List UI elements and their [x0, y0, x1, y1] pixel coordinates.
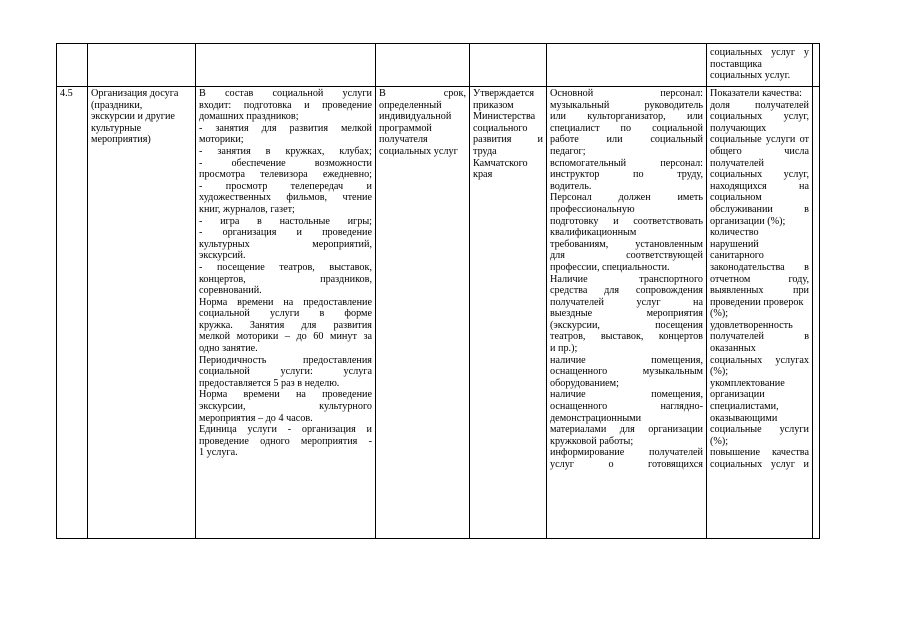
conditions-line: работе или социальный — [550, 134, 703, 146]
quality-line: (%); — [710, 366, 729, 378]
quality-line: находящихся на — [710, 180, 809, 192]
cell-number — [57, 87, 88, 539]
conditions-line: демонстрационными — [550, 412, 642, 424]
approval-line: Утверждается — [473, 88, 535, 99]
content-line: Норма времени на проведение — [199, 389, 372, 401]
conditions-line: Персонал должен иметь — [550, 192, 703, 204]
approval-line: края — [473, 169, 493, 181]
name-line: (праздники, — [91, 99, 143, 111]
approval-line: труда — [473, 145, 497, 157]
cell-conditions — [547, 87, 707, 539]
quality-line: обслуживании в — [710, 203, 809, 215]
quality-line: укомплектование — [710, 377, 785, 389]
term-line: индивидуальной — [379, 111, 452, 123]
quality-line: организации (%); — [710, 215, 786, 227]
conditions-line: средства для сопровождения — [550, 285, 703, 297]
quality-line: доля получателей — [710, 99, 809, 111]
quality-line: количество — [710, 227, 759, 239]
cell-conditions-prev — [547, 44, 707, 87]
conditions-line: водитель. — [550, 180, 592, 192]
conditions-line: подготовку и соответствовать — [550, 215, 703, 227]
content-line: экскурсий. — [199, 250, 246, 262]
approval-line: Камчатского — [473, 157, 528, 169]
content-line: домашних праздников; — [199, 111, 299, 123]
content-line: одно занятие. — [199, 343, 258, 355]
quality-line: проведении проверок — [710, 296, 804, 308]
content-line: культурных мероприятий, — [199, 238, 372, 250]
services-table — [56, 43, 820, 539]
approval-line: Министерства — [473, 111, 536, 123]
quality-line: отчетном году, — [710, 273, 809, 285]
table-row-previous — [57, 44, 820, 87]
quality-line: повышение качества — [710, 447, 809, 459]
quality-line: оказанных — [710, 343, 756, 355]
conditions-line: Основной персонал: — [550, 88, 703, 99]
content-line: - обеспечение возможности — [199, 157, 372, 169]
quality-line: социальных услугах — [710, 354, 809, 366]
cell-quality — [707, 87, 813, 539]
quality-line: оказывающими — [710, 412, 778, 424]
row-number: 4.5 — [60, 88, 73, 99]
quality-line: (%); — [710, 435, 729, 447]
conditions-line: наличие помещения, — [550, 389, 703, 401]
conditions-line: информирование получателей — [550, 447, 703, 459]
conditions-line: специалист по социальной — [550, 122, 703, 134]
conditions-line: профессии, специальности. — [550, 261, 670, 273]
cell-quality-prev — [707, 44, 813, 87]
conditions-line: выездные мероприятия — [550, 308, 703, 320]
quality-line: удовлетворенность — [710, 319, 793, 331]
cell-extra — [813, 87, 820, 539]
content-line: социальной услуги в форме — [199, 308, 372, 320]
content-line: социальной услуги: услуга — [199, 366, 372, 378]
content-line: концертов, праздников, — [199, 273, 372, 285]
conditions-line: (экскурсии, посещения — [550, 319, 703, 331]
approval-line: социального — [473, 122, 528, 134]
term-line: социальных услуг — [379, 145, 458, 157]
conditions-line: квалификационным — [550, 227, 637, 239]
conditions-line: требованиям, установленным — [550, 238, 703, 250]
quality-line: получателей — [710, 157, 765, 169]
content-line: проведение одного мероприятия - — [199, 435, 372, 447]
cell-approval-prev — [470, 44, 547, 87]
conditions-line: педагог; — [550, 145, 586, 157]
table-row-4-5 — [57, 87, 820, 539]
content-line: - занятия в кружках, клубах; — [199, 145, 372, 157]
quality-prev-line: социальных услуг у — [710, 47, 809, 58]
content-line: моторики; — [199, 134, 244, 146]
content-line: мероприятия – до 4 часов. — [199, 412, 313, 424]
approval-line: приказом — [473, 99, 514, 111]
quality-line: социальных услуг и — [710, 459, 809, 470]
cell-name — [88, 87, 196, 539]
content-line: - посещение театров, выставок, — [199, 261, 372, 273]
conditions-line: вспомогательный персонал: — [550, 157, 703, 169]
cell-number-prev — [57, 44, 88, 87]
approval-line: развития и — [473, 134, 543, 146]
quality-line: социальных услуг, — [710, 169, 809, 181]
content-line: - просмотр телепередач и — [199, 180, 372, 192]
quality-line: общего числа — [710, 145, 809, 157]
quality-line: получателей в — [710, 331, 809, 343]
conditions-line: оснащенного наглядно- — [550, 401, 703, 413]
content-line: предоставляется 5 раз в неделю. — [199, 377, 340, 389]
conditions-line: или культорганизатор, или — [550, 111, 703, 123]
content-line: Единица услуги - организация и — [199, 424, 372, 436]
content-line: соревнований. — [199, 285, 262, 297]
cell-extra-prev — [813, 44, 820, 87]
conditions-line: оснащенного музыкальным — [550, 366, 703, 378]
quality-line: социальные услуги — [710, 424, 809, 436]
conditions-line: для соответствующей — [550, 250, 703, 262]
cell-name-prev — [88, 44, 196, 87]
quality-line: санитарного — [710, 250, 764, 262]
content-line: В состав социальной услуги — [199, 88, 372, 99]
conditions-line: оборудованием; — [550, 377, 619, 389]
quality-line: Показатели качества: — [710, 88, 802, 99]
quality-line: социальных услуг, — [710, 111, 809, 123]
content-line: - занятия для развития мелкой — [199, 122, 372, 134]
quality-line: социальные услуги от — [710, 134, 809, 146]
quality-line: законодательства в — [710, 261, 809, 273]
content-line: книг, журналов, газет; — [199, 203, 295, 215]
quality-line: выявленных при — [710, 285, 809, 297]
term-line: В срок, — [379, 88, 466, 99]
conditions-line: Наличие транспортного — [550, 273, 703, 285]
content-line: - игра в настольные игры; — [199, 215, 372, 227]
content-line: 1 услуга. — [199, 447, 238, 459]
cell-content-prev — [196, 44, 376, 87]
term-line: определенный — [379, 99, 442, 111]
cell-term — [376, 87, 470, 539]
conditions-line: наличие помещения, — [550, 354, 703, 366]
content-line: входит: подготовка и проведение — [199, 99, 372, 111]
quality-prev-line: социальных услуг. — [710, 70, 791, 82]
quality-line: нарушений — [710, 238, 759, 250]
conditions-line: театров, выставок, концертов — [550, 331, 703, 343]
conditions-line: кружковой работы; — [550, 435, 634, 447]
quality-line: получающих — [710, 122, 767, 134]
name-line: мероприятия) — [91, 134, 151, 146]
content-line: мелкой моторики – до 60 минут за — [199, 331, 372, 343]
content-line: кружка. Занятия для развития — [199, 319, 372, 331]
quality-line: социальном — [710, 192, 762, 204]
term-line: программой — [379, 122, 432, 134]
conditions-line: получателей услуг на — [550, 296, 703, 308]
conditions-line: услуг о готовящихся — [550, 459, 703, 470]
cell-term-prev — [376, 44, 470, 87]
cell-approval — [470, 87, 547, 539]
content-line: - организация и проведение — [199, 227, 372, 239]
content-line: художественных фильмов, чтение — [199, 192, 372, 204]
content-line: Норма времени на предоставление — [199, 296, 372, 308]
quality-line: (%); — [710, 308, 729, 320]
name-line: Организация досуга — [91, 88, 179, 99]
term-line: получателя — [379, 134, 428, 146]
quality-line: специалистами, — [710, 401, 779, 413]
content-line: экскурсии, культурного — [199, 401, 372, 413]
conditions-line: инструктор по труду, — [550, 169, 703, 181]
quality-prev-line: поставщика — [710, 58, 762, 70]
conditions-line: и пр.); — [550, 343, 578, 355]
cell-content — [196, 87, 376, 539]
content-line: Периодичность предоставления — [199, 354, 372, 366]
conditions-line: музыкальный руководитель — [550, 99, 703, 111]
name-line: культурные — [91, 122, 142, 134]
conditions-line: материалами для организации — [550, 424, 703, 436]
quality-line: организации — [710, 389, 765, 401]
content-line: просмотра телевизора ежедневно; — [199, 169, 372, 181]
name-line: экскурсии и другие — [91, 111, 175, 123]
conditions-line: профессиональную — [550, 203, 635, 215]
